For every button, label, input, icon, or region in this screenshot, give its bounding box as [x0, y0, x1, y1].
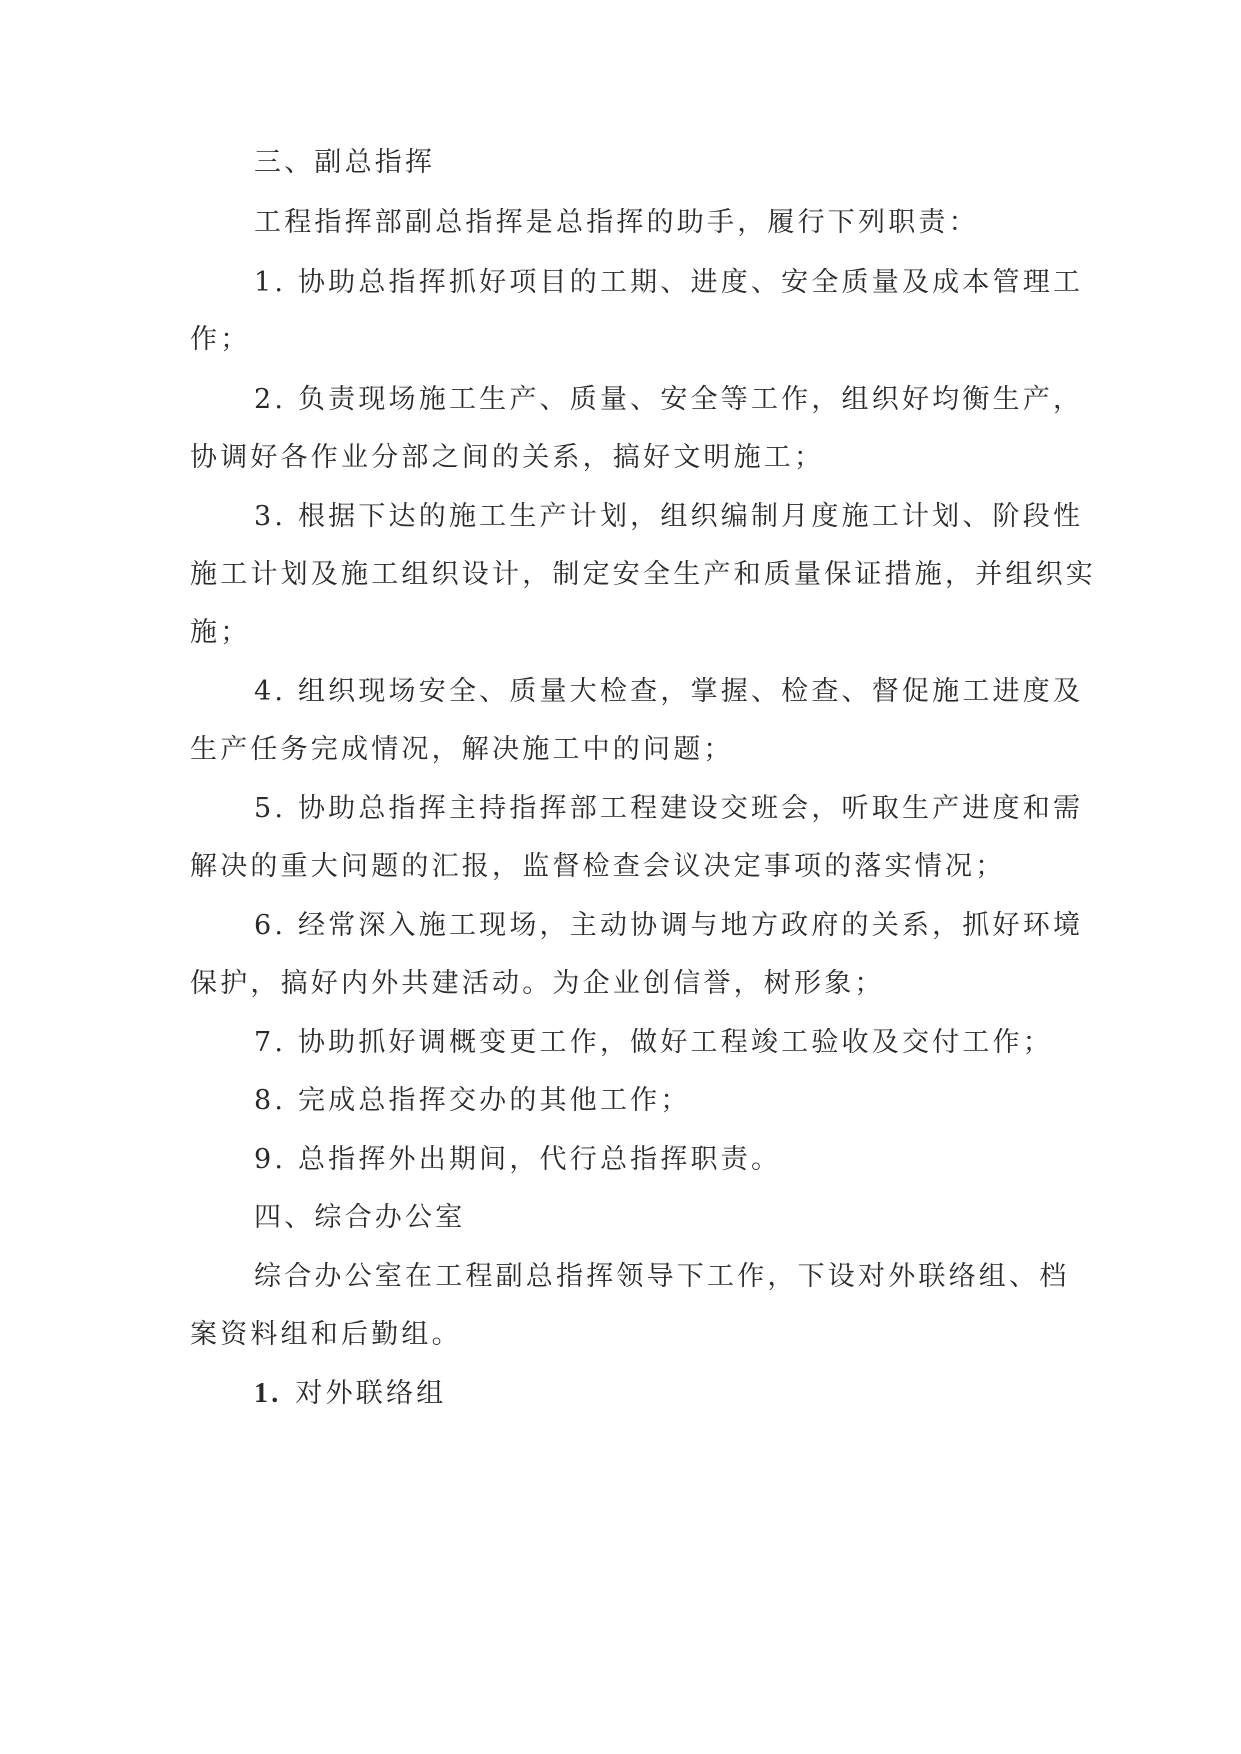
subsection-number: 1. — [254, 1378, 282, 1409]
list-item-5-line-2: 解决的重大问题的汇报，监督检查会议决定事项的落实情况； — [190, 851, 1006, 882]
subsection-heading-1 — [254, 1374, 1070, 1414]
subsection-title: 对外联络组 — [295, 1378, 447, 1409]
list-item-6-line-2: 保护，搞好内外共建活动。为企业创信誉，树形象； — [190, 968, 885, 999]
list-item-5-line-1: 5. 协助总指挥主持指挥部工程建设交班会，听取生产进度和需 — [254, 793, 1084, 824]
section-heading-4: 四、综合办公室 — [254, 1202, 466, 1233]
list-item-7: 7. 协助抓好调概变更工作，做好工程竣工验收及交付工作； — [254, 1027, 1053, 1058]
list-item-3-line-3: 施； — [190, 617, 251, 648]
office-paragraph-line-2: 案资料组和后勤组。 — [190, 1319, 462, 1350]
list-item-3-line-2: 施工计划及施工组织设计，制定安全生产和质量保证措施，并组织实 — [190, 559, 1096, 590]
list-item-9: 9. 总指挥外出期间，代行总指挥职责。 — [254, 1144, 782, 1175]
list-item-1-line-1: 1. 协助总指挥抓好项目的工期、进度、安全质量及成本管理工 — [254, 267, 1084, 298]
list-item-3-line-1: 3. 根据下达的施工生产计划，组织编制月度施工计划、阶段性 — [254, 501, 1084, 532]
list-item-6-line-1: 6. 经常深入施工现场，主动协调与地方政府的关系，抓好环境 — [254, 910, 1084, 941]
list-item-2-line-2: 协调好各作业分部之间的关系，搞好文明施工； — [190, 442, 825, 473]
list-item-1-line-2: 作； — [190, 324, 251, 355]
section-heading-3: 三、副总指挥 — [254, 147, 436, 178]
list-item-4-line-1: 4. 组织现场安全、质量大检查，掌握、检查、督促施工进度及 — [254, 676, 1084, 707]
list-item-8: 8. 完成总指挥交办的其他工作； — [254, 1085, 691, 1116]
office-paragraph-line-1: 综合办公室在工程副总指挥领导下工作，下设对外联络组、档 — [254, 1261, 1070, 1292]
list-item-4-line-2: 生产任务完成情况，解决施工中的问题； — [190, 734, 734, 765]
list-item-2-line-1: 2. 负责现场施工生产、质量、安全等工作，组织好均衡生产， — [254, 384, 1084, 415]
intro-paragraph: 工程指挥部副总指挥是总指挥的助手，履行下列职责： — [254, 207, 979, 238]
